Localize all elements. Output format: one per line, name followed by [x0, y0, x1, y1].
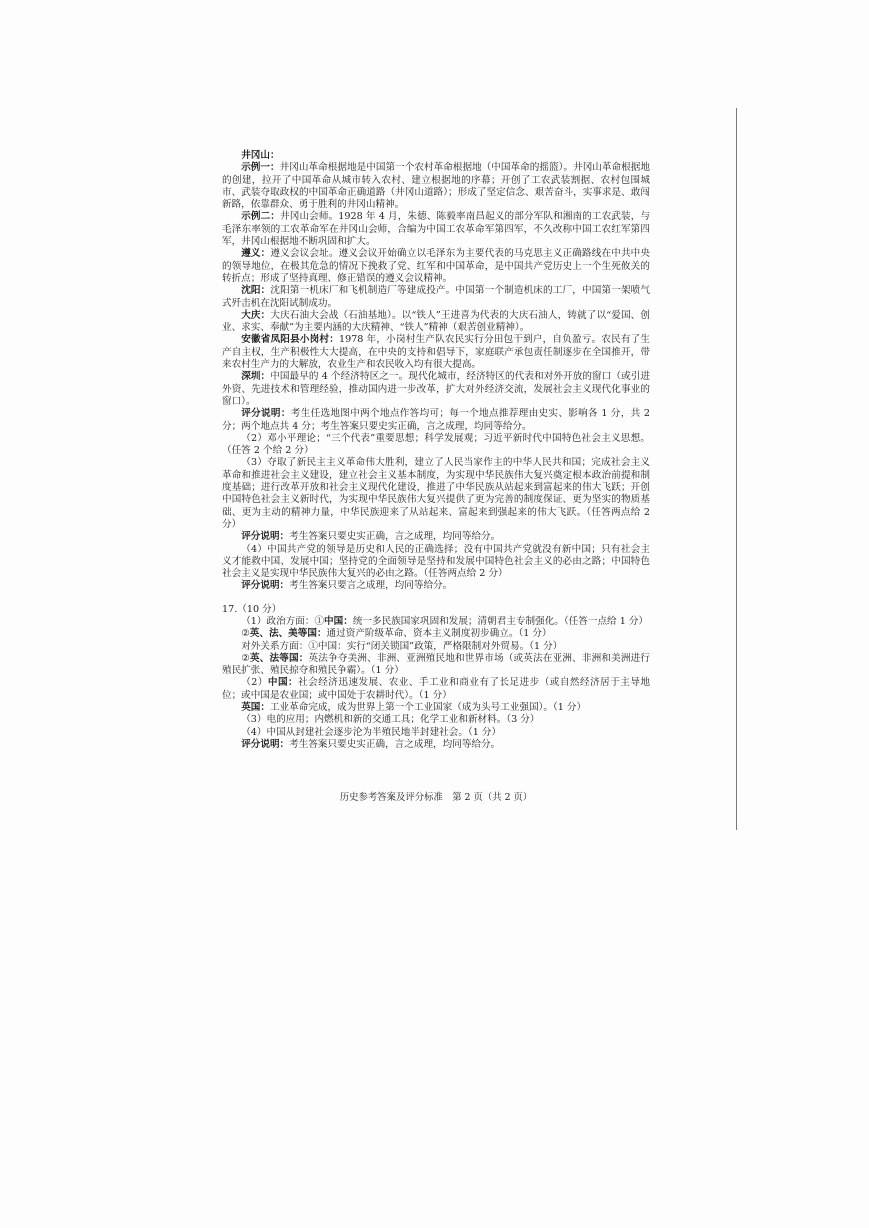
q17-bold-label: 英国：: [241, 702, 270, 714]
paragraph-zunyi: [222, 248, 650, 285]
q17-bold-label: 中国：: [324, 615, 353, 627]
q17-text: 社会经济迅速发展、农业、手工业和商业有了长足进步（或自然经济居于主导地位；或中国是农业国；或中国处于农耕时代）。（1 分）: [222, 677, 650, 701]
q17-foreign-relations: 对外关系方面：①中国：实行“闭关锁国”政策，严格限制对外贸易。（1 分）: [241, 640, 563, 652]
paragraph-label: 深圳：: [241, 371, 271, 383]
paragraph-text: 沈阳第一机床厂和飞机制造厂等建成投产。中国第一个制造机床的工厂，中国第一架喷气式歼击机在沈阳试制成功。: [222, 285, 651, 309]
paragraph-daqing: [222, 310, 650, 335]
question-17-title: 17.（10 分）: [222, 603, 282, 615]
q17-text: 英法争夺美洲、非洲、亚洲殖民地和世界市场（或英法在亚洲、非洲和美洲进行殖民扩张、殖民掠夺和殖民争霸）。（1 分）: [222, 652, 651, 677]
scoring-label: 评分说明：: [241, 738, 290, 750]
answer-item-4: （4）中国共产党的领导是历史和人民的正确选择；没有中国共产党就没有新中国；只有社会主义才能救中国、发展中国；坚持党的全面领导是坚持和发展中国特色社会主义的必由之路；中国特色社会主义是实现中华民族伟大复兴的必由之路。（任答两点给 2 分）: [222, 543, 650, 580]
q17-part-4: （4）中国从封建社会逐步沦为半殖民地半封建社会。（1 分）: [241, 726, 502, 738]
paragraph-example-1: [222, 162, 650, 211]
section-heading: 井冈山：: [241, 150, 280, 161]
page-footer: 历史参考答案及评分标准 第 2 页（共 2 页）: [339, 792, 533, 803]
paragraph-text: 遵义会议会址。遵义会议开始确立以毛泽东为主要代表的马克思主义正确路线在中共中央的领导地位，在极其危急的情况下挽救了党、红军和中国革命，是中国共产党历史上一个生死攸关的转折点；形成了坚持真理、修正错误的遵义会议精神。: [222, 248, 651, 284]
scoring-text: 考生答案只要史实正确，言之成理，均同等给分。: [289, 738, 501, 750]
scoring-text: 考生答案只要言之成理，均同等给分。: [289, 580, 453, 592]
scoring-note-1: [222, 408, 650, 433]
paragraph-label: 安徽省凤阳县小岗村：: [241, 334, 339, 346]
scoring-label: 评分说明：: [241, 580, 290, 592]
q17-part-2b: [222, 702, 650, 714]
paragraph-text: 1978 年，小岗村生产队农民实行分田包干到户，自负盈亏。农民有了生产自主权，生产积极性大大提高，在中央的支持和倡导下，家庭联产承包责任制逐步在全国推开，带来农村生产力的大解放，农业生产和农民收入均有很大提高。: [222, 334, 650, 371]
q17-bold-label: 英、法、美等国：: [249, 628, 327, 640]
paragraph-text: 大庆石油大会战（石油基地）。以“铁人”王进喜为代表的大庆石油人，铸就了以“爱国、创业、求实、奉献”为主要内涵的大庆精神、“铁人”精神（艰苦创业精神）。: [222, 309, 650, 334]
q17-prefix: ②: [241, 628, 250, 640]
scoring-text: 考生答案只要史实正确，言之成理，均同等给分。: [289, 531, 501, 543]
section-gap: [222, 593, 650, 604]
paragraph-label: 沈阳：: [241, 285, 271, 297]
page-edge-line: [736, 108, 737, 830]
paragraph-text: 中国最早的 4 个经济特区之一。现代化城市，经济特区的代表和对外开放的窗口（或引进外资、先进技术和管理经验，推动国内进一步改革，扩大对外经济交流，发展社会主义现代化事业的窗口）。: [222, 371, 650, 407]
scoring-label: 评分说明：: [241, 531, 290, 543]
paragraph-shenyang: [222, 285, 650, 310]
paragraph-label: 示例二：: [241, 211, 281, 223]
q17-text: 统一多民族国家巩固和发展；清朝君主专制强化。（任答一点给 1 分）: [352, 615, 649, 627]
q17-part-2: [222, 677, 650, 702]
paragraph-text: 井冈山会师。1928 年 4 月，朱德、陈毅率南昌起义的部分军队和湘南的工农武装，与毛泽东率领的工农革命军在井冈山会师，合编为中国工农革命军第四军，不久改称中国工农红军第四军，井冈山根据地不断巩固和扩大。: [222, 211, 651, 248]
answer-item-2: （2）邓小平理论；“三个代表”重要思想；科学发展观；习近平新时代中国特色社会主义思想。（任答 2 个给 2 分）: [222, 432, 650, 457]
scoring-text: 考生任选地图中两个地点作答均可；每一个地点推荐理由史实、影响各 1 分，共 2 分；两个地点共 4 分；考生答案只要史实正确，言之成理，均同等给分。: [222, 408, 651, 432]
paragraph-label: 大庆：: [241, 309, 271, 321]
answer-content: [222, 150, 650, 751]
paragraph-label: 示例一：: [241, 162, 280, 174]
q17-part-3: （3）电的应用；内燃机和新的交通工具；化学工业和新材料。（3 分）: [241, 714, 540, 726]
paragraph-label: 遵义：: [241, 248, 271, 260]
q17-text: 通过资产阶级革命、资本主义制度初步确立。（1 分）: [326, 628, 552, 640]
q17-part-1b: [222, 628, 650, 640]
q17-scoring-note: [222, 739, 650, 751]
q17-text: 工业革命完成，成为世界上第一个工业国家（成为头号工业强国）。（1 分）: [269, 702, 587, 714]
paragraph-xiaogang: [222, 334, 650, 371]
q17-part-1: [222, 616, 650, 628]
q17-part-1d: [222, 653, 650, 678]
q17-prefix: （1）政治方面：①: [241, 615, 325, 627]
answer-item-3: （3）夺取了新民主主义革命伟大胜利，建立了人民当家作主的中华人民共和国；完成社会主义革命和推进社会主义建设，建立社会主义基本制度，为实现中华民族伟大复兴奠定根本政治前提和制度基础；进行改革开放和社会主义现代化建设，推进了中华民族从站起来到富起来的伟大飞跃；开创中国特色社会主义新时代，为实现中华民族伟大复兴提供了更为完善的制度保证、更为坚实的物质基础、更为主动的精神力量，中华民族迎来了从站起来、富起来到强起来的伟大飞跃。（任答两点给 2 分）: [222, 457, 650, 530]
scoring-note-3: [222, 580, 650, 592]
scoring-note-2: [222, 531, 650, 543]
q17-bold-label: 英、法等国：: [249, 652, 309, 664]
scoring-label: 评分说明：: [241, 408, 291, 420]
q17-prefix: ②: [241, 652, 250, 664]
paragraph-shenzhen: [222, 371, 650, 408]
q17-prefix: （2）: [241, 677, 268, 689]
q17-bold-label: 中国：: [267, 677, 299, 689]
paragraph-example-2: [222, 211, 650, 248]
paragraph-text: 井冈山革命根据地是中国第一个农村革命根据地（中国革命的摇篮）。井冈山革命根据地的创建，拉开了中国革命从城市转入农村、建立根据地的序幕；开创了工农武装割据、农村包围城市、武装夺取政权的中国革命正确道路（井冈山道路）；形成了坚定信念、艰苦奋斗，实事求是、敢闯新路，依靠群众、勇于胜利的井冈山精神。: [222, 162, 651, 211]
